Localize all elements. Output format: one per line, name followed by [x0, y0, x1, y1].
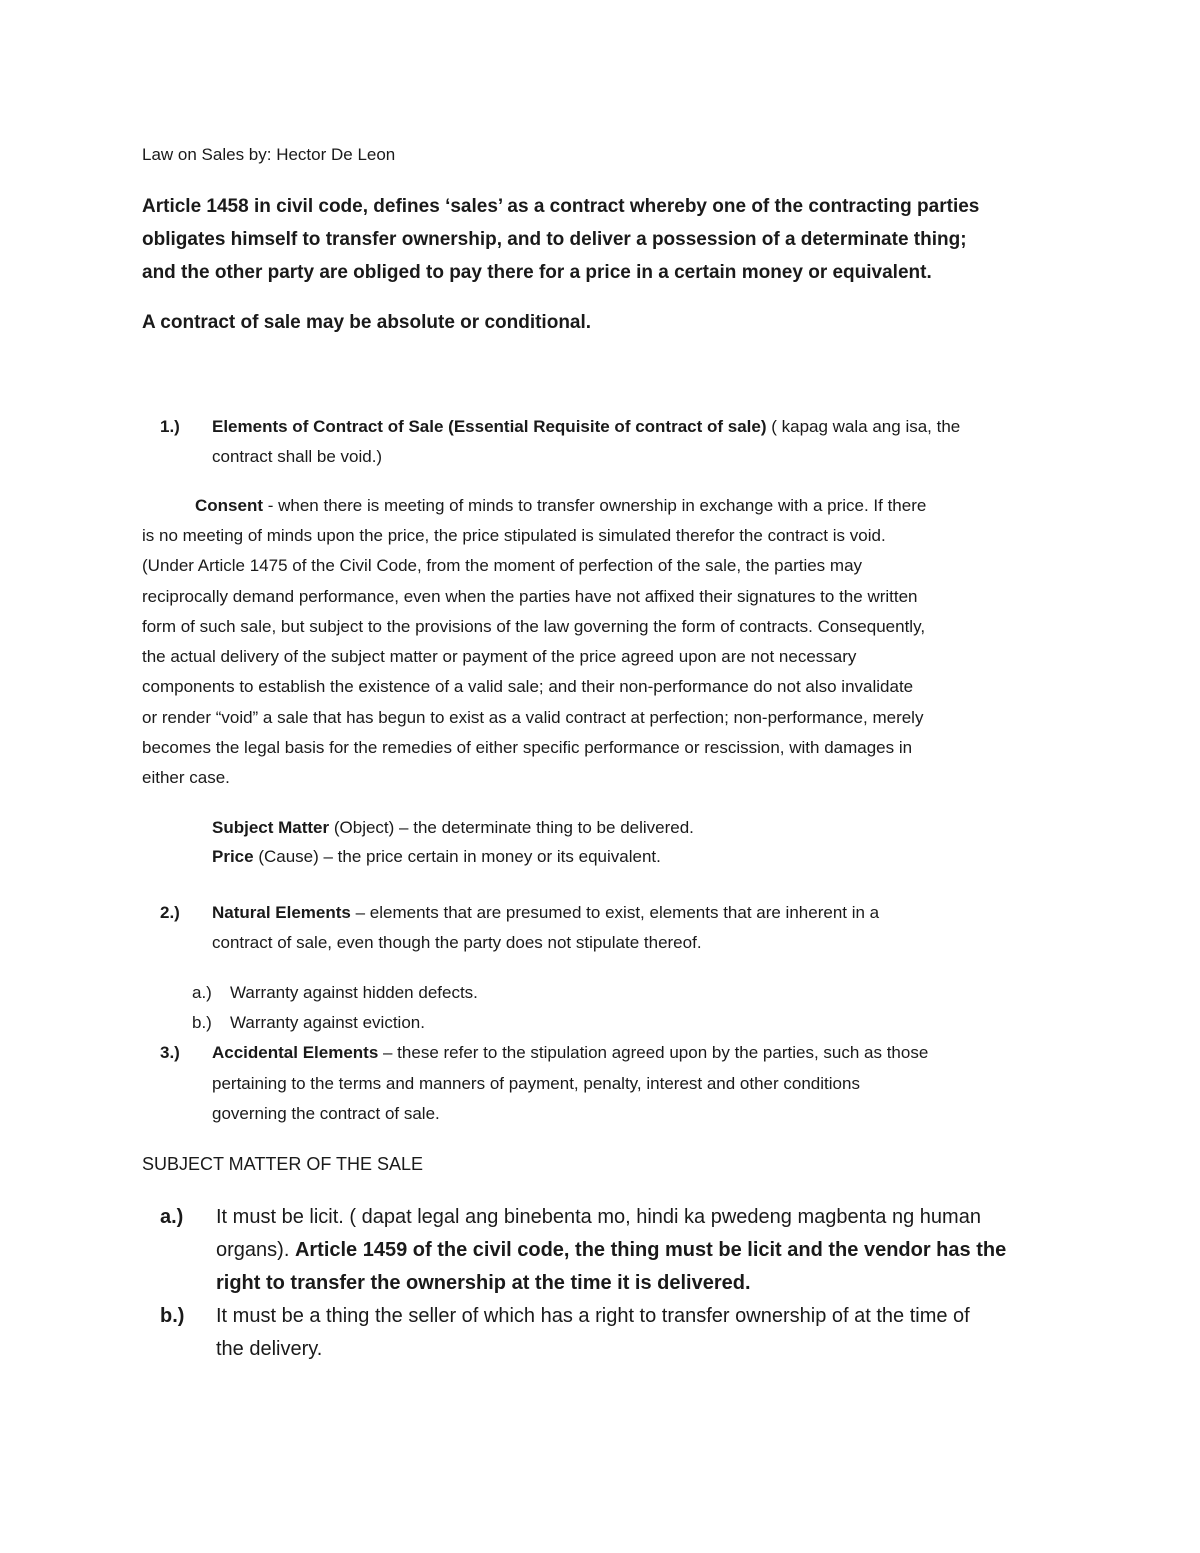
sm-a-line-1: It must be licit. ( dapat legal ang binebenta mo, hindi ka pwedeng magbenta ng human — [216, 1206, 981, 1228]
consent-label: Consent — [195, 496, 263, 515]
consent-line-9: becomes the legal basis for the remedies of either specific performance or rescission, with damages in — [142, 738, 913, 757]
item3-line-3: governing the contract of sale. — [212, 1104, 440, 1123]
item2-heading: Natural Elements — [212, 903, 351, 922]
item2-line-1 — [212, 903, 879, 923]
price-line — [212, 847, 661, 867]
item1-heading: Elements of Contract of Sale (Essential Requisite of contract of sale) — [212, 417, 767, 436]
consent-line-10: either case. — [142, 768, 230, 787]
price-text: (Cause) – the price certain in money or its equivalent. — [253, 847, 661, 866]
consent-line-8: or render “void” a sale that has begun to exist as a valid contract at perfection; non-performance, merely — [142, 708, 924, 727]
sm-b-number: b.) — [160, 1305, 185, 1327]
intro-line-1: Article 1458 in civil code, defines ‘sales’ as a contract whereby one of the contracting parties — [142, 196, 980, 217]
sub-b-text: Warranty against eviction. — [230, 1013, 425, 1032]
sm-a-line-2 — [216, 1239, 1006, 1262]
item1-number: 1.) — [160, 417, 180, 436]
sm-a-line-3: right to transfer the ownership at the time it is delivered. — [216, 1272, 751, 1294]
item1-rest: ( kapag wala ang isa, the — [766, 417, 961, 436]
item3-line-2: pertaining to the terms and manners of payment, penalty, interest and other conditions — [212, 1074, 860, 1093]
sub-b-number: b.) — [192, 1013, 212, 1032]
item3-line-1 — [212, 1043, 928, 1063]
consent-line-4: reciprocally demand performance, even when the parties have not affixed their signatures to the written — [142, 587, 918, 606]
sm-b-line-1: It must be a thing the seller of which has a right to transfer ownership of at the time of — [216, 1305, 970, 1327]
consent-line-3: (Under Article 1475 of the Civil Code, from the moment of perfection of the sale, the parties may — [142, 556, 863, 575]
price-label: Price — [212, 847, 254, 866]
consent-line-5: form of such sale, but subject to the provisions of the law governing the form of contracts. Consequently, — [142, 617, 926, 636]
sub-a-text: Warranty against hidden defects. — [230, 983, 478, 1002]
item2-number: 2.) — [160, 903, 180, 922]
subject-matter-text: (Object) – the determinate thing to be delivered. — [329, 818, 694, 837]
subject-matter-line — [212, 818, 694, 838]
sub-a-number: a.) — [192, 983, 212, 1002]
item3-heading: Accidental Elements — [212, 1043, 379, 1062]
item3-rest: – these refer to the stipulation agreed upon by the parties, such as those — [378, 1043, 929, 1062]
sm-a-article: Article 1459 of the civil code, the thing must be licit and the vendor has the — [294, 1239, 1007, 1261]
item1-line-1 — [212, 417, 960, 437]
consent-line-6: the actual delivery of the subject matter or payment of the price agreed upon are not necessary — [142, 647, 857, 666]
item2-rest: – elements that are presumed to exist, elements that are inherent in a — [350, 903, 880, 922]
consent-line-7: components to establish the existence of a valid sale; and their non-performance do not also invalidate — [142, 677, 914, 696]
intro-line-3: and the other party are obliged to pay there for a price in a certain money or equivalent. — [142, 262, 932, 283]
consent-line-1 — [195, 496, 926, 516]
consent-line-2: is no meeting of minds upon the price, the price stipulated is simulated therefor the contract is void. — [142, 526, 886, 545]
subject-matter-heading: SUBJECT MATTER OF THE SALE — [142, 1154, 424, 1174]
absolute-line: A contract of sale may be absolute or conditional. — [142, 312, 592, 333]
sm-a-number: a.) — [160, 1206, 184, 1228]
doc-title: Law on Sales by: Hector De Leon — [142, 145, 396, 164]
consent-text: - when there is meeting of minds to transfer ownership in exchange with a price. If there — [263, 496, 927, 515]
sm-b-line-2: the delivery. — [216, 1338, 323, 1360]
item1-line-2: contract shall be void.) — [212, 447, 383, 466]
intro-line-2: obligates himself to transfer ownership, and to deliver a possession of a determinate thing; — [142, 229, 967, 250]
item2-line-2: contract of sale, even though the party does not stipulate thereof. — [212, 933, 702, 952]
subject-matter-label: Subject Matter — [212, 818, 330, 837]
item3-number: 3.) — [160, 1043, 180, 1062]
sm-a-organs: organs). — [216, 1239, 295, 1261]
